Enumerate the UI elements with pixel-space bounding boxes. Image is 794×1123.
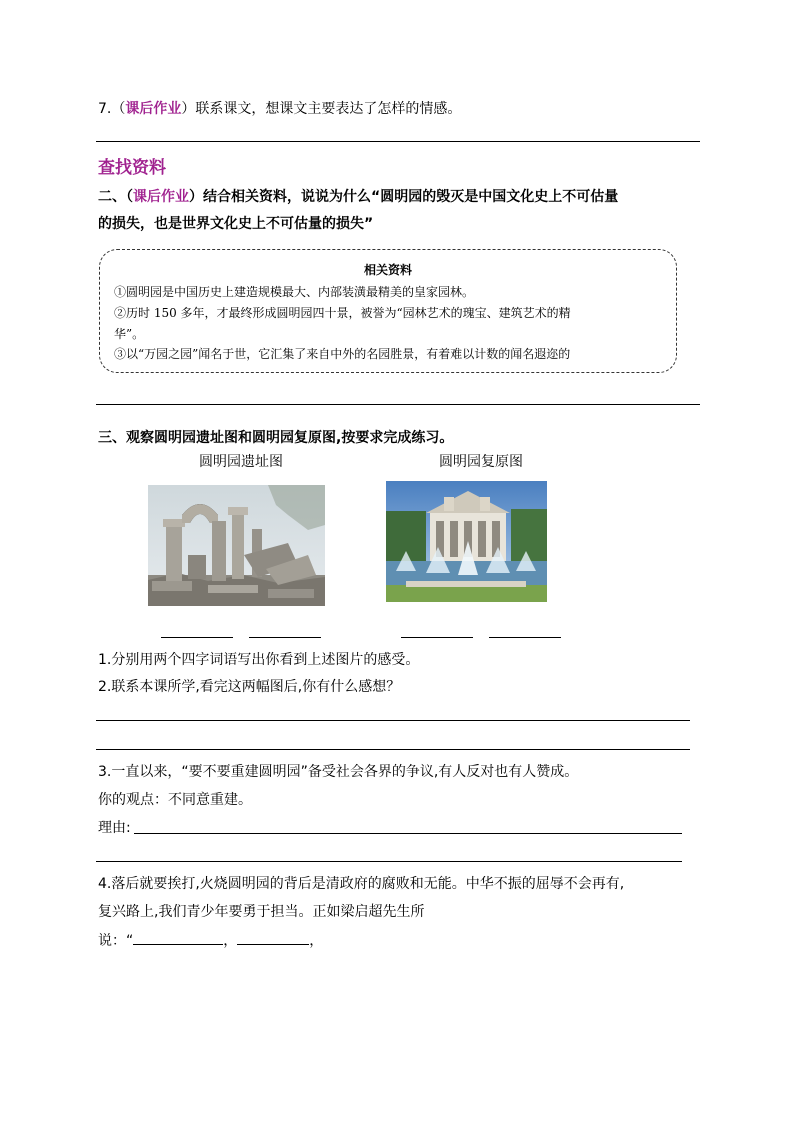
reason-label: 理由: bbox=[98, 820, 131, 836]
sub-question-4-line1: 4.落后就要挨打,火烧圆明园的背后是清政府的腐败和无能。中华不振的屈辱不会再有, bbox=[98, 876, 625, 892]
answer-blank[interactable] bbox=[249, 637, 321, 638]
sub-question-4-line2: 复兴路上,我们青少年要勇于担当。正如梁启超先生所 bbox=[98, 904, 425, 920]
answer-blank[interactable] bbox=[237, 930, 309, 945]
material-item: ①圆明园是中国历史上建造规模最大、内部装潢最精美的皇家园林。 bbox=[114, 285, 475, 299]
sub-question-1: 1.分别用两个四字词语写出你看到上述图片的感受。 bbox=[98, 652, 420, 668]
answer-line[interactable] bbox=[96, 404, 700, 405]
section-title: 查找资料 bbox=[98, 158, 166, 178]
comma: ， bbox=[309, 933, 324, 949]
material-box bbox=[99, 249, 677, 373]
question-number: 7.（ bbox=[98, 101, 126, 117]
question-3-title: 三、观察圆明园遗址图和圆明园复原图,按要求完成练习。 bbox=[98, 430, 454, 446]
comma: ， bbox=[223, 933, 238, 949]
question-2-line1 bbox=[98, 187, 618, 207]
homework-tag: 课后作业 bbox=[133, 189, 189, 205]
reason-answer-line[interactable] bbox=[134, 833, 682, 834]
material-item: ②历时 150 多年，才最终形成圆明园四十景，被誉为“园林艺术的瑰宝、建筑艺术的精 bbox=[114, 306, 571, 320]
material-title: 相关资料 bbox=[363, 263, 412, 277]
question-2-line2: 的损失，也是世界文化史上不可估量的损失” bbox=[98, 216, 374, 232]
question-text: ）联系课文，想课文主要表达了怎样的情感。 bbox=[181, 101, 462, 117]
question-number: 二、（ bbox=[98, 189, 133, 205]
caption-restored: 圆明园复原图 bbox=[439, 454, 523, 470]
answer-blank[interactable] bbox=[489, 637, 561, 638]
answer-blank[interactable] bbox=[161, 637, 233, 638]
answer-blank[interactable] bbox=[133, 930, 223, 945]
quote-open: 说：“ bbox=[98, 933, 134, 949]
material-item: 华”。 bbox=[114, 327, 145, 341]
restored-image bbox=[386, 481, 547, 602]
ruins-image bbox=[148, 485, 325, 606]
sub-question-3: 3.一直以来，“要不要重建圆明园”备受社会各界的争议,有人反对也有人赞成。 bbox=[98, 764, 579, 780]
sub-question-4-line3 bbox=[98, 930, 323, 951]
answer-blank[interactable] bbox=[401, 637, 473, 638]
homework-tag: 课后作业 bbox=[125, 101, 182, 117]
question-7 bbox=[98, 99, 461, 119]
question-text: ）结合相关资料，说说为什么“圆明园的毁灭是中国文化史上不可估量 bbox=[189, 189, 619, 205]
answer-line[interactable] bbox=[96, 749, 690, 750]
viewpoint-text: 你的观点：不同意重建。 bbox=[98, 792, 252, 808]
answer-line[interactable] bbox=[96, 861, 682, 862]
material-item: ③以“万园之园”闻名于世，它汇集了来自中外的名园胜景，有着难以计数的闻名遐迩的 bbox=[114, 347, 571, 361]
answer-line[interactable] bbox=[96, 141, 700, 142]
sub-question-2: 2.联系本课所学,看完这两幅图后,你有什么感想？ bbox=[98, 679, 401, 695]
answer-line[interactable] bbox=[96, 720, 690, 721]
caption-ruins: 圆明园遗址图 bbox=[199, 454, 283, 470]
